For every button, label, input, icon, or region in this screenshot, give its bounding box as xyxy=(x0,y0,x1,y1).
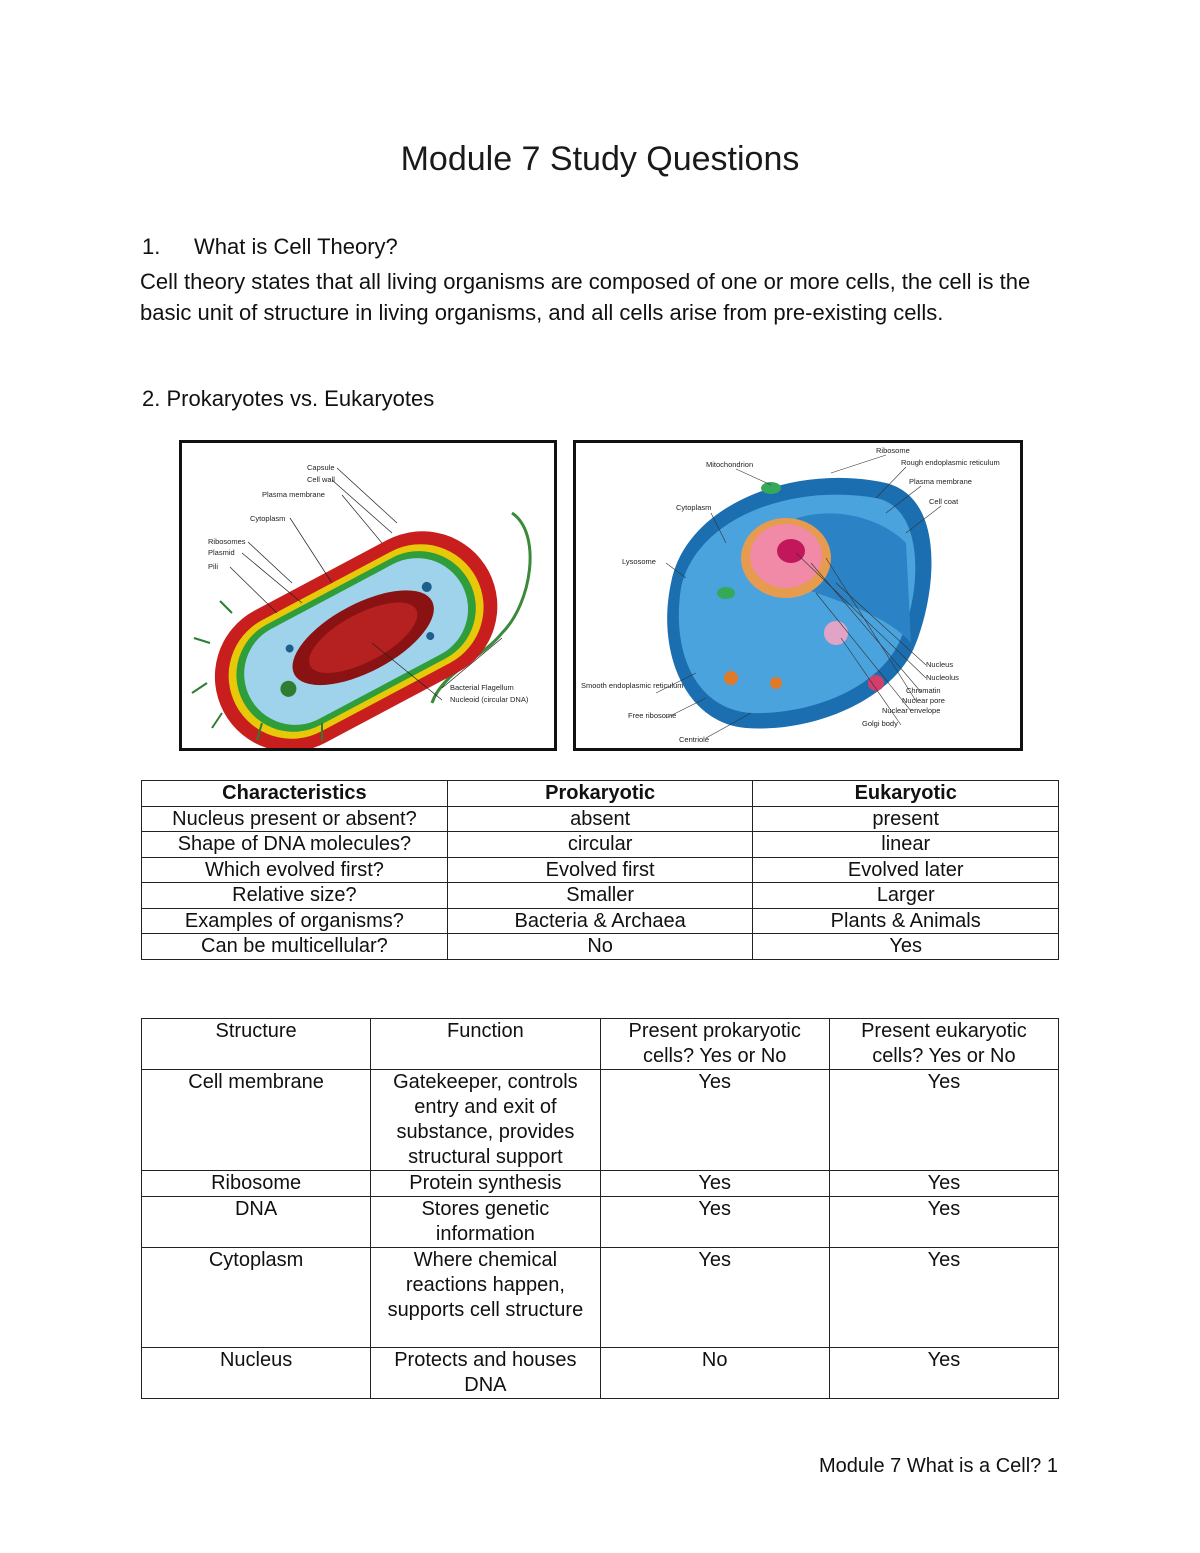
table-cell: Yes xyxy=(600,1248,829,1348)
table-cell: Nucleus present or absent? xyxy=(142,806,448,832)
table-cell: Where chemical reactions happen, supports cell structure xyxy=(371,1248,600,1348)
prokaryotic-cell-diagram xyxy=(179,440,557,751)
header-structure: Structure xyxy=(142,1019,371,1070)
page-title: Module 7 Study Questions xyxy=(400,140,800,178)
table-cell: No xyxy=(600,1348,829,1399)
label-ribosome: Ribosome xyxy=(876,446,910,455)
label-mitochondrion: Mitochondrion xyxy=(706,460,754,469)
table-row xyxy=(142,1070,1059,1171)
prokaryotic-cell-illustration xyxy=(182,443,554,748)
table-cell: Protein synthesis xyxy=(371,1171,600,1197)
table-row xyxy=(142,908,1059,934)
question-1-answer: Cell theory states that all living organisms are composed of one or more cells, the cell is the basic unit of structure in living organisms, and all cells arise from pre-existing cells. xyxy=(140,269,1031,325)
label-free-ribosome: Free ribosome xyxy=(628,711,677,720)
label-cytoplasm: Cytoplasm xyxy=(676,503,712,512)
header-eukaryotic: Eukaryotic xyxy=(753,781,1059,807)
page-footer: Module 7 What is a Cell? 1 xyxy=(818,1455,1058,1477)
label-capsule: Capsule xyxy=(307,463,335,472)
table-cell: No xyxy=(447,934,753,960)
table-cell: absent xyxy=(447,806,753,832)
label-rough-er: Rough endoplasmic reticulum xyxy=(901,458,1000,467)
table-cell: Cytoplasm xyxy=(142,1248,371,1348)
label-nuclear-pore: Nuclear pore xyxy=(902,696,945,705)
table-cell: Protects and houses DNA xyxy=(371,1348,600,1399)
label-chromatin: Chromatin xyxy=(906,686,941,695)
label-plasmid: Plasmid xyxy=(208,548,235,557)
table-row xyxy=(142,1248,1059,1348)
table-cell: Bacteria & Archaea xyxy=(447,908,753,934)
table-cell: Stores genetic information xyxy=(371,1197,600,1248)
table-cell: Yes xyxy=(829,1070,1058,1171)
label-plasma-membrane: Plasma membrane xyxy=(909,477,972,486)
table-row xyxy=(142,1197,1059,1248)
table-cell: Yes xyxy=(600,1070,829,1171)
question-1-number: 1. xyxy=(142,234,161,259)
table-row xyxy=(142,1171,1059,1197)
header-prokaryotic: Prokaryotic xyxy=(447,781,753,807)
table-cell: circular xyxy=(447,832,753,858)
label-nucleolus: Nucleolus xyxy=(926,673,959,682)
header-present-eukaryotic: Present eukaryotic cells? Yes or No xyxy=(829,1019,1058,1070)
label-plasma-membrane: Plasma membrane xyxy=(262,490,325,499)
label-lysosome: Lysosome xyxy=(622,557,656,566)
table-cell: Nucleus xyxy=(142,1348,371,1399)
table-cell: Yes xyxy=(829,1171,1058,1197)
table-cell: Cell membrane xyxy=(142,1070,371,1171)
table-cell: Which evolved first? xyxy=(142,857,448,883)
table-row xyxy=(142,857,1059,883)
table-cell: Larger xyxy=(753,883,1059,909)
label-cytoplasm: Cytoplasm xyxy=(250,514,286,523)
label-nucleus: Nucleus xyxy=(926,660,954,669)
table-row xyxy=(142,832,1059,858)
label-nuclear-envelope: Nuclear envelope xyxy=(882,706,941,715)
table-cell: Evolved first xyxy=(447,857,753,883)
label-bacterial-flagellum: Bacterial Flagellum xyxy=(450,683,514,692)
table-cell: DNA xyxy=(142,1197,371,1248)
table-cell: Relative size? xyxy=(142,883,448,909)
table-cell: Examples of organisms? xyxy=(142,908,448,934)
table-cell: Ribosome xyxy=(142,1171,371,1197)
table-cell: Yes xyxy=(753,934,1059,960)
label-cell-wall: Cell wall xyxy=(307,475,335,484)
table-cell: linear xyxy=(753,832,1059,858)
table-cell: Smaller xyxy=(447,883,753,909)
table-cell: Yes xyxy=(829,1248,1058,1348)
label-golgi-body: Golgi body xyxy=(862,719,898,728)
label-ribosomes: Ribosomes xyxy=(208,537,246,546)
eukaryotic-cell-diagram xyxy=(573,440,1023,751)
table-cell: Can be multicellular? xyxy=(142,934,448,960)
header-function: Function xyxy=(371,1019,600,1070)
table-header-row xyxy=(142,1019,1059,1070)
label-pili: Pili xyxy=(208,562,219,571)
table-header-row xyxy=(142,781,1059,807)
question-2-heading: 2. Prokaryotes vs. Eukaryotes xyxy=(142,386,435,411)
cell-structure-function-table xyxy=(141,1018,1059,1399)
label-smooth-er: Smooth endoplasmic reticulum xyxy=(581,681,684,690)
table-cell: Evolved later xyxy=(753,857,1059,883)
question-1 xyxy=(142,234,398,260)
table-row xyxy=(142,883,1059,909)
table-cell: Yes xyxy=(600,1171,829,1197)
table-cell: Yes xyxy=(829,1197,1058,1248)
table-row xyxy=(142,1348,1059,1399)
table-cell: Shape of DNA molecules? xyxy=(142,832,448,858)
question-1-text: What is Cell Theory? xyxy=(194,234,398,259)
header-present-prokaryotic: Present prokaryotic cells? Yes or No xyxy=(600,1019,829,1070)
table-row xyxy=(142,934,1059,960)
label-centriole: Centriole xyxy=(679,735,710,744)
table-cell: Yes xyxy=(600,1197,829,1248)
label-nucleoid: Nucleoid (circular DNA) xyxy=(450,695,529,704)
table-cell: present xyxy=(753,806,1059,832)
table-cell: Gatekeeper, controls entry and exit of substance, provides structural support xyxy=(371,1070,600,1171)
table-row xyxy=(142,806,1059,832)
table-cell: Yes xyxy=(829,1348,1058,1399)
eukaryotic-cell-illustration xyxy=(576,443,1020,748)
label-cell-coat: Cell coat xyxy=(929,497,959,506)
header-characteristics: Characteristics xyxy=(142,781,448,807)
prokaryote-eukaryote-comparison-table xyxy=(141,780,1059,960)
table-cell: Plants & Animals xyxy=(753,908,1059,934)
